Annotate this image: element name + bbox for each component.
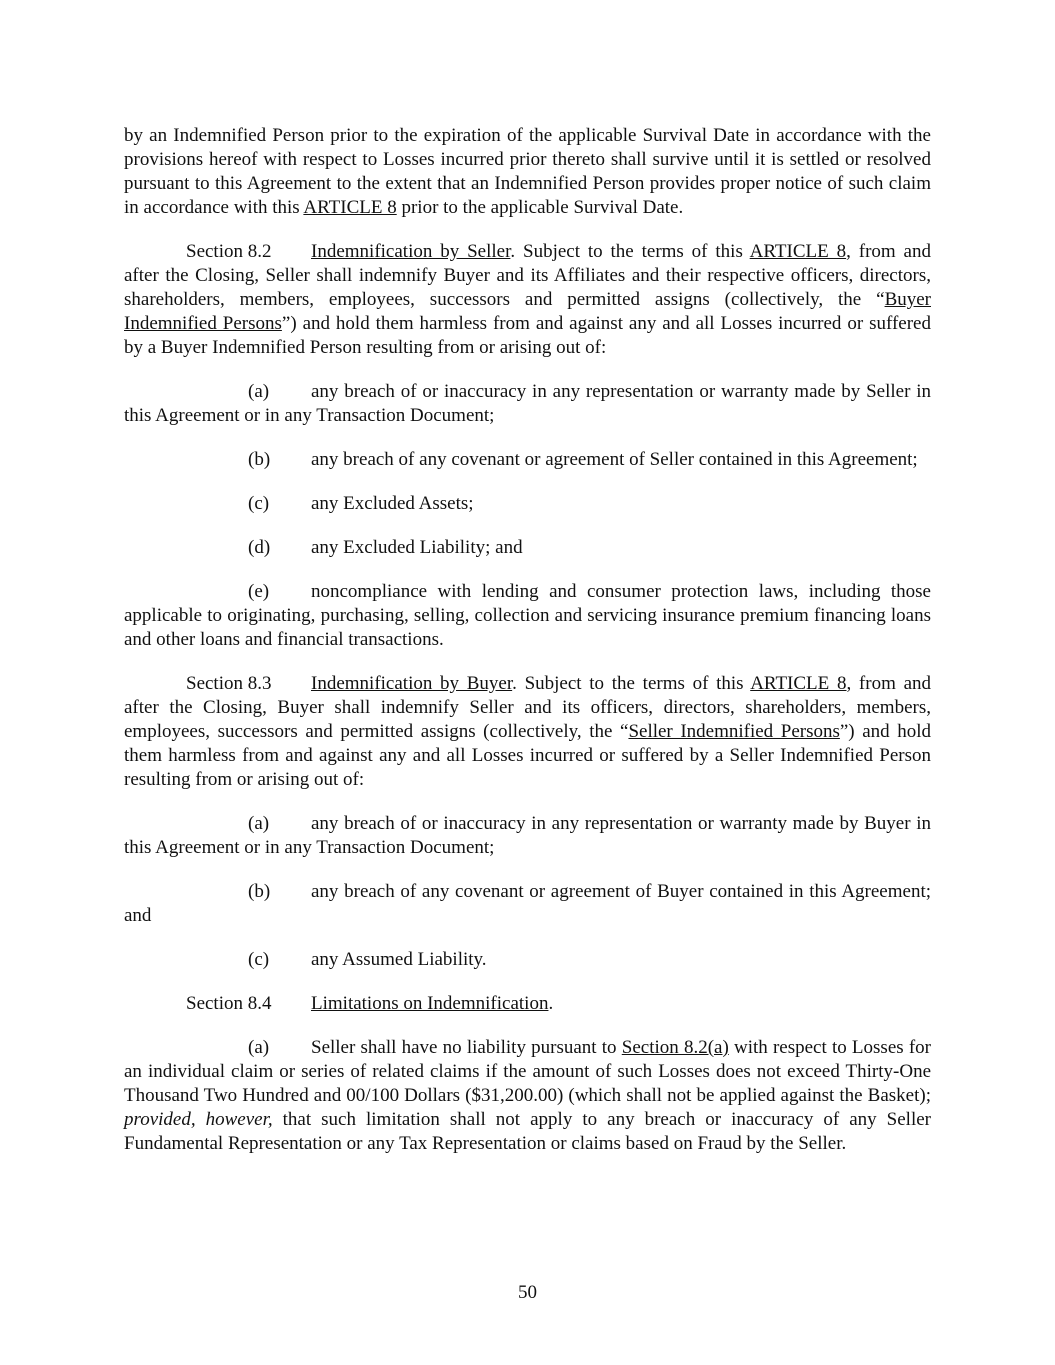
- section-8-4-heading: Section 8.4 Limitations on Indemnification.: [186, 993, 554, 1014]
- article-8-reference: ARTICLE 8: [750, 673, 847, 694]
- section-8-2-a-reference: Section 8.2(a): [621, 1037, 729, 1058]
- clause-label: (a): [248, 381, 270, 402]
- clause-label: (c): [248, 493, 270, 514]
- section-number: Section 8.2: [186, 241, 272, 262]
- section-8-2-paragraph: Section 8.2 Indemnification by Seller. Subject to the terms of this ARTICLE 8, from and after the Closing, Seller shall indemnify Buyer and its Affiliates and their respective officers, directors, shareholders, members, employees, successors and permitted assigns (collectively, the “Buyer Indemnified Persons”) and hold them harmless from and against any and all Losses incurred or suffered by a Buyer Indemnified Person resulting from or arising out of:: [124, 241, 931, 358]
- clause-8-3-c: (c) any Assumed Liability.: [248, 949, 487, 970]
- clause-label: (b): [248, 881, 271, 902]
- section-number: Section 8.4: [186, 993, 272, 1014]
- clause-label: (a): [248, 1037, 270, 1058]
- clause-8-2-a: (a) any breach of or inaccuracy in any representation or warranty made by Seller in this Agreement or in any Transaction Document;: [124, 381, 931, 426]
- clause-label: (b): [248, 449, 271, 470]
- article-8-reference: ARTICLE 8: [303, 197, 397, 218]
- page-number: 50: [518, 1282, 537, 1303]
- clause-8-2-d: (d) any Excluded Liability; and: [248, 537, 523, 558]
- section-number: Section 8.3: [186, 673, 272, 694]
- proviso-text: provided, however,: [124, 1109, 273, 1130]
- clause-label: (d): [248, 537, 271, 558]
- section-title: Limitations on Indemnification: [311, 993, 549, 1014]
- section-title: Indemnification by Seller: [311, 241, 511, 262]
- clause-8-3-a: (a) any breach of or inaccuracy in any representation or warranty made by Buyer in this Agreement or in any Transaction Document;: [124, 813, 931, 858]
- carryover-paragraph: by an Indemnified Person prior to the expiration of the applicable Survival Date in accordance with the provisions hereof with respect to Losses incurred prior thereto shall survive until it is settled or resolved pursuant to this Agreement to the extent that an Indemnified Person provides proper notice of such claim in accordance with this ARTICLE 8 prior to the applicable Survival Date.: [124, 125, 931, 218]
- clause-label: (c): [248, 949, 270, 970]
- section-8-3-paragraph: Section 8.3 Indemnification by Buyer. Subject to the terms of this ARTICLE 8, from and after the Closing, Buyer shall indemnify Seller and its officers, directors, shareholders, members, employees, successors and permitted assigns (collectively, the “Seller Indemnified Persons”) and hold them harmless from and against any and all Losses incurred or suffered by a Seller Indemnified Person resulting from or arising out of:: [124, 673, 931, 790]
- section-title: Indemnification by Buyer: [311, 673, 513, 694]
- clause-8-2-c: (c) any Excluded Assets;: [248, 493, 474, 514]
- clause-8-2-e: (e) noncompliance with lending and consumer protection laws, including those applicable to originating, purchasing, selling, collection and servicing insurance premium financing loans and other loans and financial transactions.: [124, 581, 931, 650]
- clause-8-3-b: (b) any breach of any covenant or agreement of Buyer contained in this Agreement; and: [124, 881, 931, 926]
- document-page: [124, 124, 931, 1176]
- clause-8-2-b: (b) any breach of any covenant or agreement of Seller contained in this Agreement;: [248, 449, 918, 470]
- defined-term: Buyer Indemnified Persons: [124, 289, 931, 334]
- clause-label: (e): [248, 581, 270, 602]
- clause-8-4-a: (a) Seller shall have no liability pursuant to Section 8.2(a) with respect to Losses for an individual claim or series of related claims if the amount of such Losses does not exceed Thirty-One Thousand Two Hundred and 00/100 Dollars ($31,200.00) (which shall not be applied against the Basket); provided, however, that such limitation shall not apply to any breach or inaccuracy of any Seller Fundamental Representation or any Tax Representation or claims based on Fraud by the Seller.: [124, 1037, 932, 1154]
- clause-label: (a): [248, 813, 270, 834]
- article-8-reference: ARTICLE 8: [749, 241, 847, 262]
- defined-term: Seller Indemnified Persons: [628, 721, 840, 742]
